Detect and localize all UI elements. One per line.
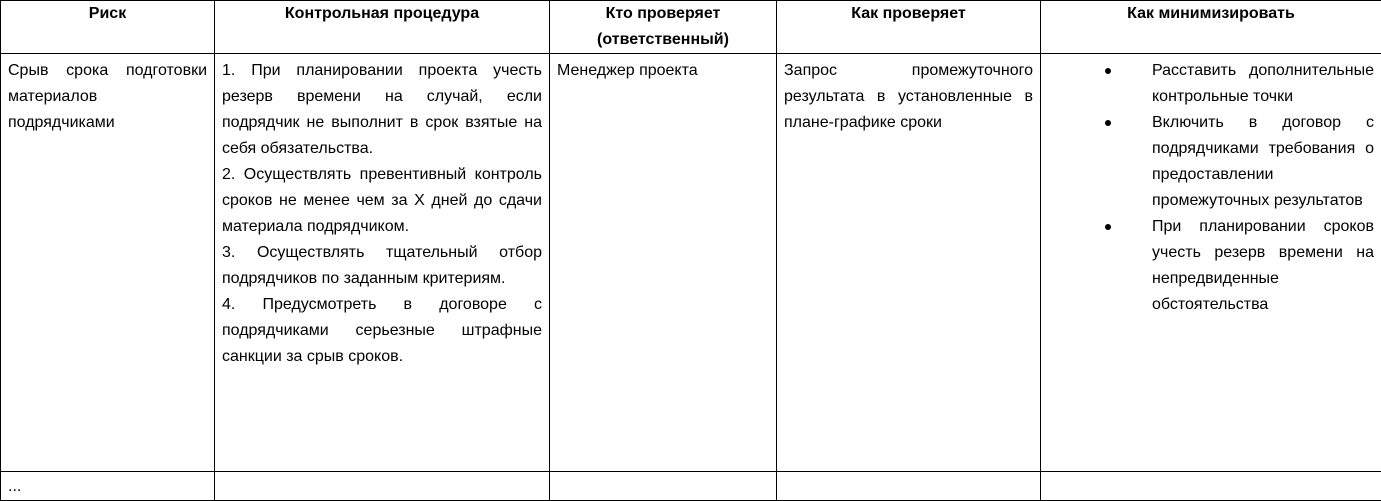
bullet-icon bbox=[1105, 120, 1111, 126]
minimize-item-text: Включить в договор с подрядчиками требования о предоставлении промежуточных результатов bbox=[1152, 114, 1374, 209]
empty-cell bbox=[1041, 472, 1381, 501]
risk-text: Срыв срока подготовки материалов подрядчиками bbox=[8, 62, 207, 131]
procedure-item: 1. При планировании проекта учесть резерв времени на случай, если подрядчик не выполнит в срок взятые на себя обязательства. bbox=[222, 62, 542, 157]
ellipsis-cell: ... bbox=[1, 472, 215, 501]
procedure-item: 4. Предусмотреть в договоре с подрядчиками серьезные штрафные санкции за срыв сроков. bbox=[222, 296, 542, 365]
list-item bbox=[1048, 110, 1374, 214]
responsible-text: Менеджер проекта bbox=[557, 62, 698, 79]
risk-cell bbox=[1, 54, 215, 472]
minimize-item-text: При планировании сроков учесть резерв времени на непредвиденные обстоятельства bbox=[1152, 218, 1374, 313]
empty-cell bbox=[550, 472, 777, 501]
minimize-list bbox=[1048, 58, 1374, 318]
table-row bbox=[1, 472, 1381, 501]
header-how-checks: Как проверяет bbox=[777, 1, 1041, 54]
header-row bbox=[1, 1, 1381, 54]
empty-cell bbox=[777, 472, 1041, 501]
procedure-item: 2. Осуществлять превентивный контроль сроков не менее чем за Х дней до сдачи материала подрядчиком. bbox=[222, 166, 542, 235]
minimize-item-text: Расставить дополнительные контрольные точки bbox=[1152, 62, 1374, 105]
responsible-cell bbox=[550, 54, 777, 472]
procedure-item: 3. Осуществлять тщательный отбор подрядчиков по заданным критериям. bbox=[222, 244, 542, 287]
bullet-icon bbox=[1105, 224, 1111, 230]
procedure-cell bbox=[215, 54, 550, 472]
table-row bbox=[1, 54, 1381, 472]
empty-cell bbox=[215, 472, 550, 501]
header-risk: Риск bbox=[1, 1, 215, 54]
method-text: Запрос промежуточного результата в установленные в плане-графике сроки bbox=[784, 62, 1033, 131]
minimize-cell bbox=[1041, 54, 1381, 472]
list-item bbox=[1048, 214, 1374, 318]
method-cell bbox=[777, 54, 1041, 472]
bullet-icon bbox=[1105, 68, 1111, 74]
header-responsible: Кто проверяет (ответственный) bbox=[550, 1, 777, 54]
header-control-procedure: Контрольная процедура bbox=[215, 1, 550, 54]
header-how-minimize: Как минимизировать bbox=[1041, 1, 1381, 54]
list-item bbox=[1048, 58, 1374, 110]
